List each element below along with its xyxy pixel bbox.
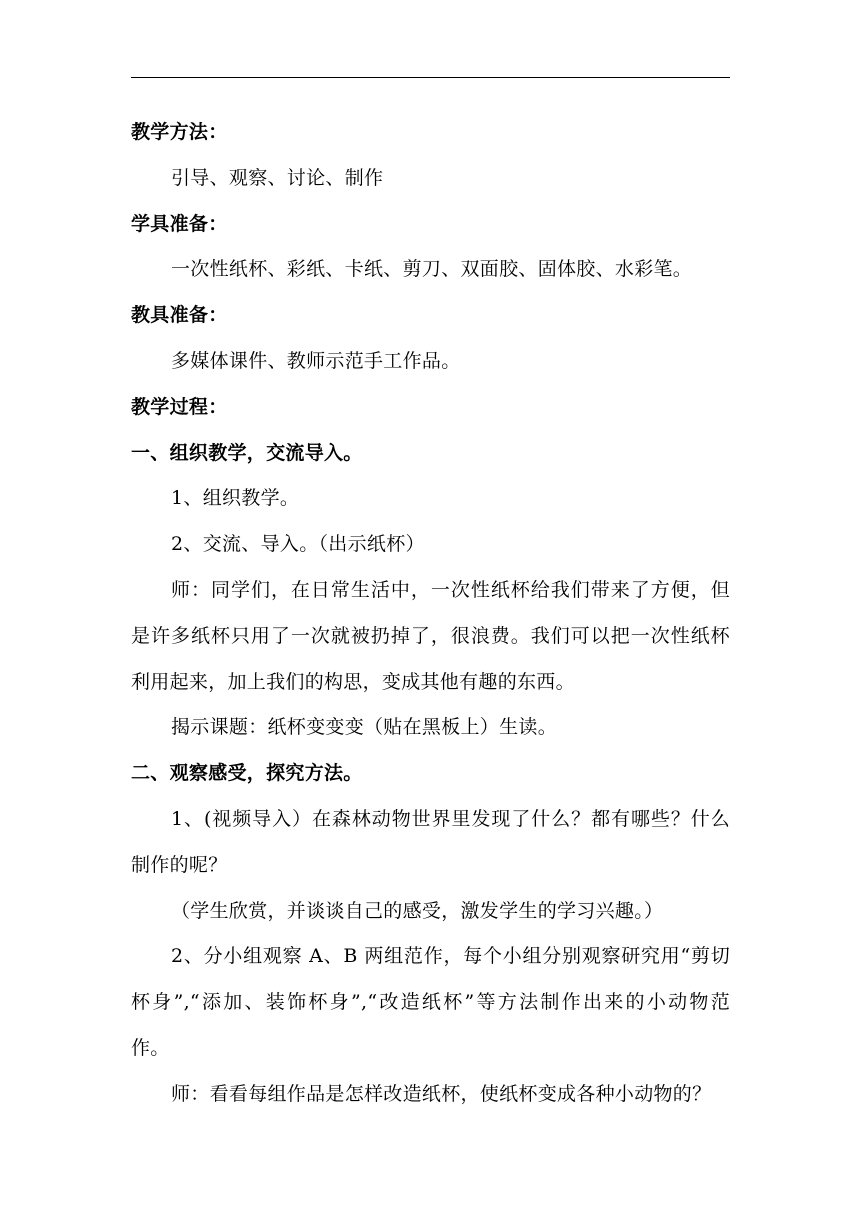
- student-tools-text: 一次性纸杯、彩纸、卡纸、剪刀、双面胶、固体胶、水彩笔。: [171, 258, 693, 281]
- section-two-heading: 二、观察感受，探究方法。: [131, 762, 363, 785]
- heading-teaching-process: 教学过程：: [131, 395, 228, 418]
- group-paragraph-line-3: 作。: [131, 1036, 170, 1059]
- section-one-heading: 一、组织教学，交流导入。: [131, 441, 363, 464]
- group-paragraph-line-2: 杯身”,“添加、装饰杯身”,“改造纸杯”等方法制作出来的小动物范: [131, 991, 730, 1014]
- group-paragraph-line-1: 2、分小组观察 A、B 两组范作，每个小组分别观察研究用“剪切: [171, 945, 730, 968]
- header-rule: [131, 77, 730, 78]
- video-paragraph-line-2: 制作的呢？: [131, 853, 228, 876]
- appreciation-text: （学生欣赏，并谈谈自己的感受，激发学生的学习兴趣。）: [171, 899, 664, 922]
- heading-teacher-tools: 教具准备：: [131, 304, 228, 327]
- teacher-paragraph-line-1: 师：同学们，在日常生活中，一次性纸杯给我们带来了方便，但: [171, 578, 730, 601]
- teacher-paragraph-line-2: 是许多纸杯只用了一次就被扔掉了，很浪费。我们可以把一次性纸杯: [131, 624, 730, 647]
- teacher-question-text: 师：看看每组作品是怎样改造纸杯，使纸杯变成各种小动物的？: [171, 1082, 712, 1105]
- video-paragraph-line-1: 1、(视频导入）在森林动物世界里发现了什么？都有哪些？什么: [171, 807, 730, 830]
- teacher-paragraph-line-3: 利用起来，加上我们的构思，变成其他有趣的东西。: [131, 670, 575, 693]
- document-body: [131, 110, 730, 1118]
- heading-teaching-method: 教学方法：: [131, 121, 228, 143]
- topic-reveal-text: 揭示课题：纸杯变变变（贴在黑板上）生读。: [171, 716, 558, 739]
- heading-student-tools: 学具准备：: [131, 212, 228, 235]
- step-two-text: 2、交流、导入。（出示纸杯）: [171, 533, 425, 556]
- teacher-tools-text: 多媒体课件、教师示范手工作品。: [171, 349, 461, 372]
- step-one-text: 1、组织教学。: [171, 487, 300, 510]
- teaching-method-text: 引导、观察、讨论、制作: [171, 166, 384, 189]
